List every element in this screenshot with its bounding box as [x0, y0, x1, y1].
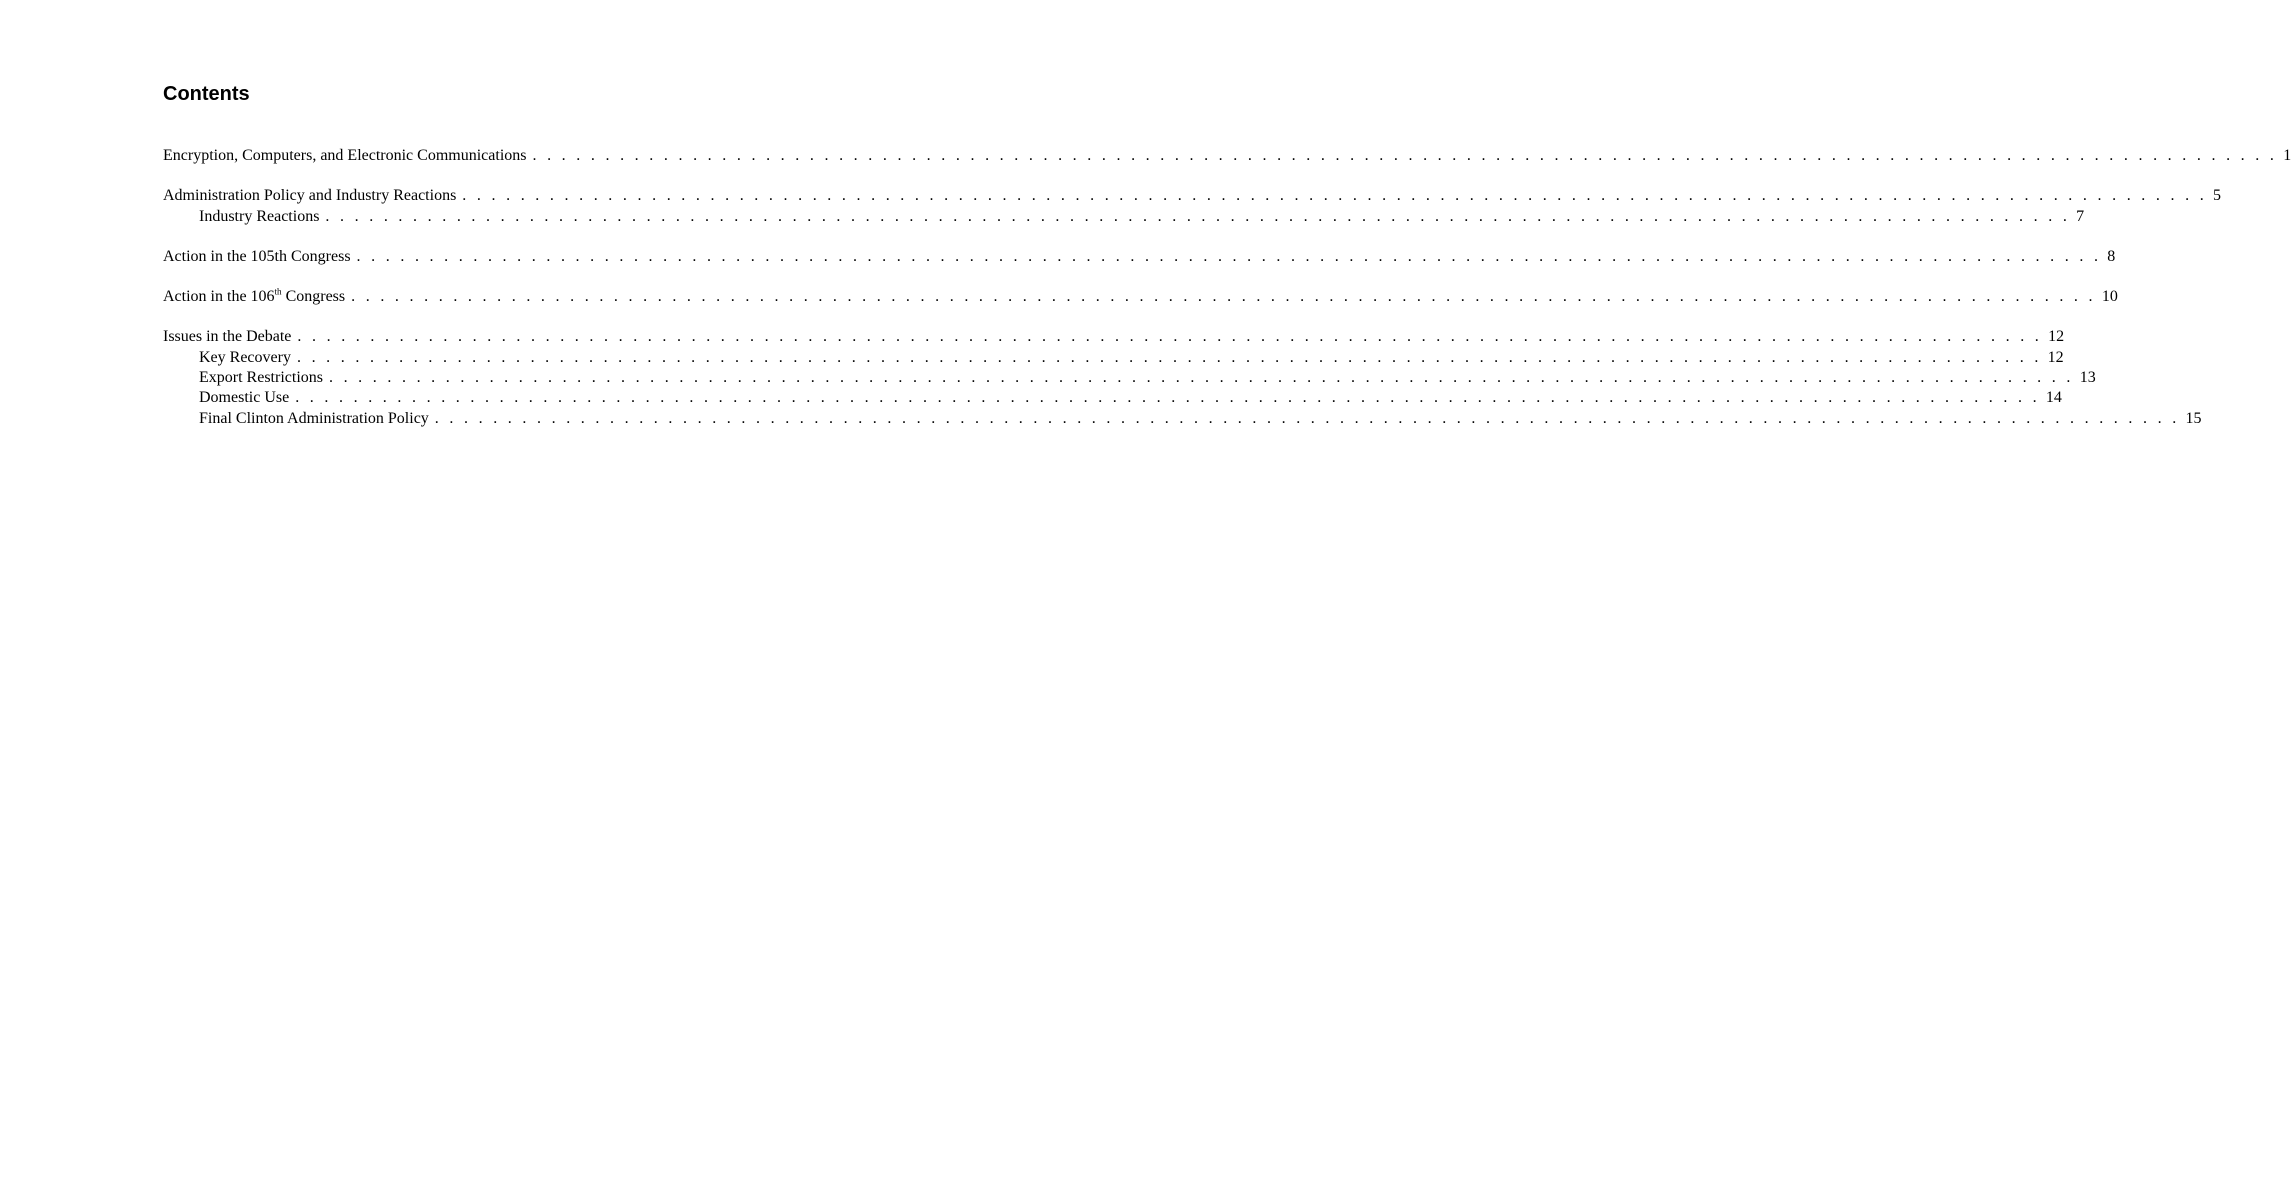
toc-page-number: 12	[2048, 328, 2065, 346]
toc-entry[interactable]	[163, 286, 2118, 307]
toc-section	[163, 146, 2291, 166]
toc-entry-title	[199, 388, 295, 408]
toc-subentry[interactable]	[163, 207, 2085, 227]
dot-leader: . . . . . . . . . . . . . . . . . . . . . . . . . . . . . . . . . . . . . . . . . . . . . . . . . . . . . . . . . . . . . . . . . . . . . . . . . . . . . . . . . . . . . . . . . . . . . . . . . . . . . . . . . . . . . . . . . . . . . . . .	[532, 147, 2278, 164]
dot-leader: . . . . . . . . . . . . . . . . . . . . . . . . . . . . . . . . . . . . . . . . . . . . . . . . . . . . . . . . . . . . . . . . . . . . . . . . . . . . . . . . . . . . . . . . . . . . . . . . . . . . . . . . . . . . . . . . . . . . . . . .	[296, 348, 2042, 366]
toc-page-number: 13	[2079, 369, 2096, 387]
table-of-contents	[163, 146, 2291, 449]
toc-section	[163, 327, 2202, 428]
toc-entry-title	[199, 368, 329, 388]
toc-entry-title	[163, 287, 351, 307]
toc-section	[163, 186, 2221, 227]
toc-page-number: 10	[2101, 288, 2118, 306]
toc-section	[163, 286, 2118, 307]
dot-leader: . . . . . . . . . . . . . . . . . . . . . . . . . . . . . . . . . . . . . . . . . . . . . . . . . . . . . . . . . . . . . . . . . . . . . . . . . . . . . . . . . . . . . . . . . . . . . . . . . . . . . . . . . . . . . . . . . . . . . . . .	[462, 187, 2207, 205]
dot-leader: . . . . . . . . . . . . . . . . . . . . . . . . . . . . . . . . . . . . . . . . . . . . . . . . . . . . . . . . . . . . . . . . . . . . . . . . . . . . . . . . . . . . . . . . . . . . . . . . . . . . . . . . . . . . . . . . . . . . . . . .	[356, 247, 2102, 265]
toc-entry-title	[199, 207, 325, 227]
toc-entry-title-text: Domestic Use	[199, 389, 290, 407]
toc-subentry[interactable]	[163, 348, 2064, 368]
toc-section	[163, 247, 2116, 267]
toc-entry-title-text: Action in the 106	[163, 288, 275, 306]
dot-leader: . . . . . . . . . . . . . . . . . . . . . . . . . . . . . . . . . . . . . . . . . . . . . . . . . . . . . . . . . . . . . . . . . . . . . . . . . . . . . . . . . . . . . . . . . . . . . . . . . . . . . . . . . . . . . . . . . . . . . . . .	[328, 369, 2074, 387]
toc-entry-title-text: Final Clinton Administration Policy	[199, 409, 429, 427]
toc-entry-title-text: Administration Policy and Industry Reactions	[163, 187, 457, 205]
dot-leader: . . . . . . . . . . . . . . . . . . . . . . . . . . . . . . . . . . . . . . . . . . . . . . . . . . . . . . . . . . . . . . . . . . . . . . . . . . . . . . . . . . . . . . . . . . . . . . . . . . . . . . . . . . . . . . . . . . . . . . . .	[297, 328, 2043, 346]
dot-leader: . . . . . . . . . . . . . . . . . . . . . . . . . . . . . . . . . . . . . . . . . . . . . . . . . . . . . . . . . . . . . . . . . . . . . . . . . . . . . . . . . . . . . . . . . . . . . . . . . . . . . . . . . . . . . . . . . . . . . . . .	[325, 207, 2071, 225]
toc-entry-title	[163, 186, 462, 206]
toc-page-number: 1	[2283, 147, 2291, 164]
dot-leader: . . . . . . . . . . . . . . . . . . . . . . . . . . . . . . . . . . . . . . . . . . . . . . . . . . . . . . . . . . . . . . . . . . . . . . . . . . . . . . . . . . . . . . . . . . . . . . . . . . . . . . . . . . . . . . . . . . . . . . . .	[295, 389, 2040, 407]
toc-entry[interactable]	[163, 186, 2221, 206]
dot-leader: . . . . . . . . . . . . . . . . . . . . . . . . . . . . . . . . . . . . . . . . . . . . . . . . . . . . . . . . . . . . . . . . . . . . . . . . . . . . . . . . . . . . . . . . . . . . . . . . . . . . . . . . . . . . . . . . . . . . . . . .	[351, 288, 2096, 306]
toc-entry-title-text: Encryption, Computers, and Electronic Communications	[163, 147, 527, 164]
toc-entry-title-text: Export Restrictions	[199, 369, 323, 387]
toc-entry[interactable]	[163, 327, 2065, 347]
toc-entry-title	[199, 409, 435, 429]
toc-entry[interactable]	[163, 247, 2116, 267]
toc-entry-title-text: Industry Reactions	[199, 207, 320, 225]
toc-entry-title	[163, 327, 297, 347]
toc-entry[interactable]	[163, 146, 2291, 166]
toc-entry-title-text: Key Recovery	[199, 348, 291, 366]
toc-page-number: 7	[2076, 207, 2085, 225]
toc-page-number: 5	[2213, 187, 2221, 205]
dot-leader: . . . . . . . . . . . . . . . . . . . . . . . . . . . . . . . . . . . . . . . . . . . . . . . . . . . . . . . . . . . . . . . . . . . . . . . . . . . . . . . . . . . . . . . . . . . . . . . . . . . . . . . . . . . . . . . . . . . . . . . .	[434, 409, 2180, 427]
toc-subentry[interactable]	[163, 368, 2096, 388]
toc-entry-title-text: Issues in the Debate	[163, 328, 292, 346]
contents-heading: Contents	[163, 83, 250, 105]
toc-subentry[interactable]	[163, 388, 2062, 408]
toc-page-number: 12	[2047, 348, 2064, 366]
toc-entry-title-text: Action in the 105th Congress	[163, 247, 351, 265]
toc-entry-title-suffix: Congress	[281, 288, 346, 306]
toc-page-number: 14	[2045, 389, 2062, 407]
toc-entry-title	[199, 348, 297, 368]
toc-page-number: 15	[2185, 409, 2202, 427]
toc-entry-title	[163, 146, 532, 166]
toc-entry-title	[163, 247, 357, 267]
toc-entry-superscript: th	[274, 286, 282, 297]
toc-subentry[interactable]	[163, 409, 2202, 429]
toc-page-number: 8	[2107, 247, 2116, 265]
